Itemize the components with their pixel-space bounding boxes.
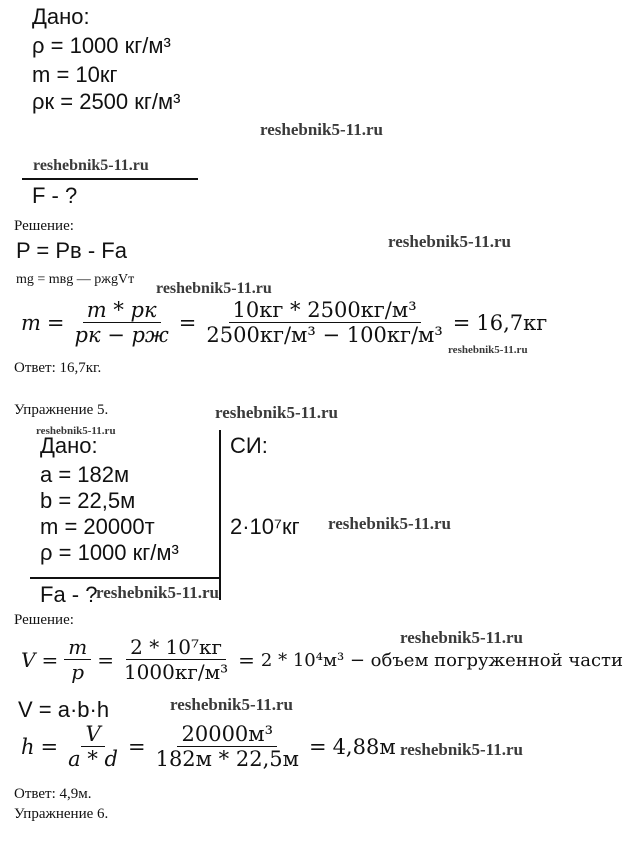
given-title: Дано: bbox=[40, 433, 98, 458]
given-mass: m = 10кг bbox=[32, 62, 118, 87]
eq-fraction-numeric: $\frac{\text{2 * 10⁷кг}}{\text{1000кг/м³}}$ bbox=[123, 635, 229, 684]
eq-lhs: h bbox=[21, 735, 35, 760]
eq-result: 2 * 10⁴м³ − объем погруженной части bbox=[260, 649, 623, 671]
si-mass-value: 2·10⁷кг bbox=[230, 514, 300, 539]
eq-result: 4,88м bbox=[332, 735, 396, 760]
si-title: СИ: bbox=[230, 433, 268, 458]
given-length: a = 182м bbox=[40, 462, 130, 487]
given-width: b = 22,5м bbox=[40, 488, 136, 513]
given-density-body: ρк = 2500 кг/м³ bbox=[32, 89, 181, 114]
watermark: reshebnik5-11.ru bbox=[170, 695, 293, 714]
watermark: reshebnik5-11.ru bbox=[156, 280, 272, 297]
eq-fraction-numeric: $\frac{\text{20000м³}}{182м * 22,5м}$ bbox=[155, 722, 299, 772]
given-divider bbox=[22, 178, 198, 180]
given-density: ρ = 1000 кг/м³ bbox=[40, 540, 179, 565]
find-line: F - ? bbox=[32, 183, 78, 208]
given-density-water: ρ = 1000 кг/м³ bbox=[32, 33, 171, 58]
eq-fraction-symbolic: $\frac{m}{p}$ bbox=[64, 636, 91, 684]
solution-label: Решение: bbox=[14, 612, 74, 628]
eq-fraction-symbolic: $\frac{m * pк}{pк - pж}$ bbox=[74, 298, 169, 348]
watermark: reshebnik5-11.ru bbox=[260, 120, 383, 139]
watermark: reshebnik5-11.ru bbox=[36, 425, 116, 437]
eq-fraction-symbolic: $\frac{V}{a * d}$ bbox=[68, 722, 118, 772]
watermark: reshebnik5-11.ru bbox=[448, 344, 528, 356]
si-divider bbox=[219, 430, 221, 600]
watermark: reshebnik5-11.ru bbox=[215, 403, 338, 422]
watermark: reshebnik5-11.ru bbox=[400, 628, 523, 647]
watermark: reshebnik5-11.ru bbox=[388, 232, 511, 251]
solution-label: Решение: bbox=[14, 218, 74, 234]
watermark: reshebnik5-11.ru bbox=[328, 514, 451, 533]
watermark: reshebnik5-11.ru bbox=[96, 583, 219, 602]
given-title: Дано: bbox=[32, 4, 90, 29]
eq-fraction-numeric: $\frac{\text{10кг * 2500кг/м³}}{\text{2500кг/м³ − 100кг/м³}}$ bbox=[206, 298, 443, 348]
given-mass: m = 20000т bbox=[40, 514, 155, 539]
eq-result: 16,7кг bbox=[476, 311, 548, 336]
watermark: reshebnik5-11.ru bbox=[400, 740, 523, 759]
answer: Ответ: 16,7кг. bbox=[14, 360, 102, 376]
formula-balance: mg = mвg — pжgVт bbox=[16, 272, 135, 287]
exercise-title: Упражнение 5. bbox=[14, 402, 109, 418]
eq-lhs: V bbox=[21, 648, 36, 672]
depth-equation: h = $\frac{V}{a * d}$ = $\frac{\text{20000м³}}{182м * 22,5м}$ = 4,88м bbox=[21, 722, 396, 772]
main-equation: m = $\frac{m * pк}{pк - pж}$ = $\frac{\text{10кг * 2500кг/м³}}{\text{2500кг/м³ − 100кг/м³}}$ = 16,7кг bbox=[21, 298, 548, 348]
eq-lhs: m bbox=[21, 311, 41, 336]
formula-weight: P = Pв - Fа bbox=[16, 238, 127, 263]
given-divider bbox=[30, 577, 220, 579]
volume-formula: V = a·b·h bbox=[18, 697, 110, 722]
answer: Ответ: 4,9м. bbox=[14, 786, 92, 802]
next-exercise-title: Упражнение 6. bbox=[14, 806, 109, 822]
volume-equation: V = $\frac{m}{p}$ = $\frac{\text{2 * 10⁷кг}}{\text{1000кг/м³}}$ = 2 * 10⁴м³ − объем погруженной части bbox=[21, 635, 623, 684]
watermark: reshebnik5-11.ru bbox=[33, 157, 149, 174]
find-line: Fа - ? bbox=[40, 582, 98, 607]
